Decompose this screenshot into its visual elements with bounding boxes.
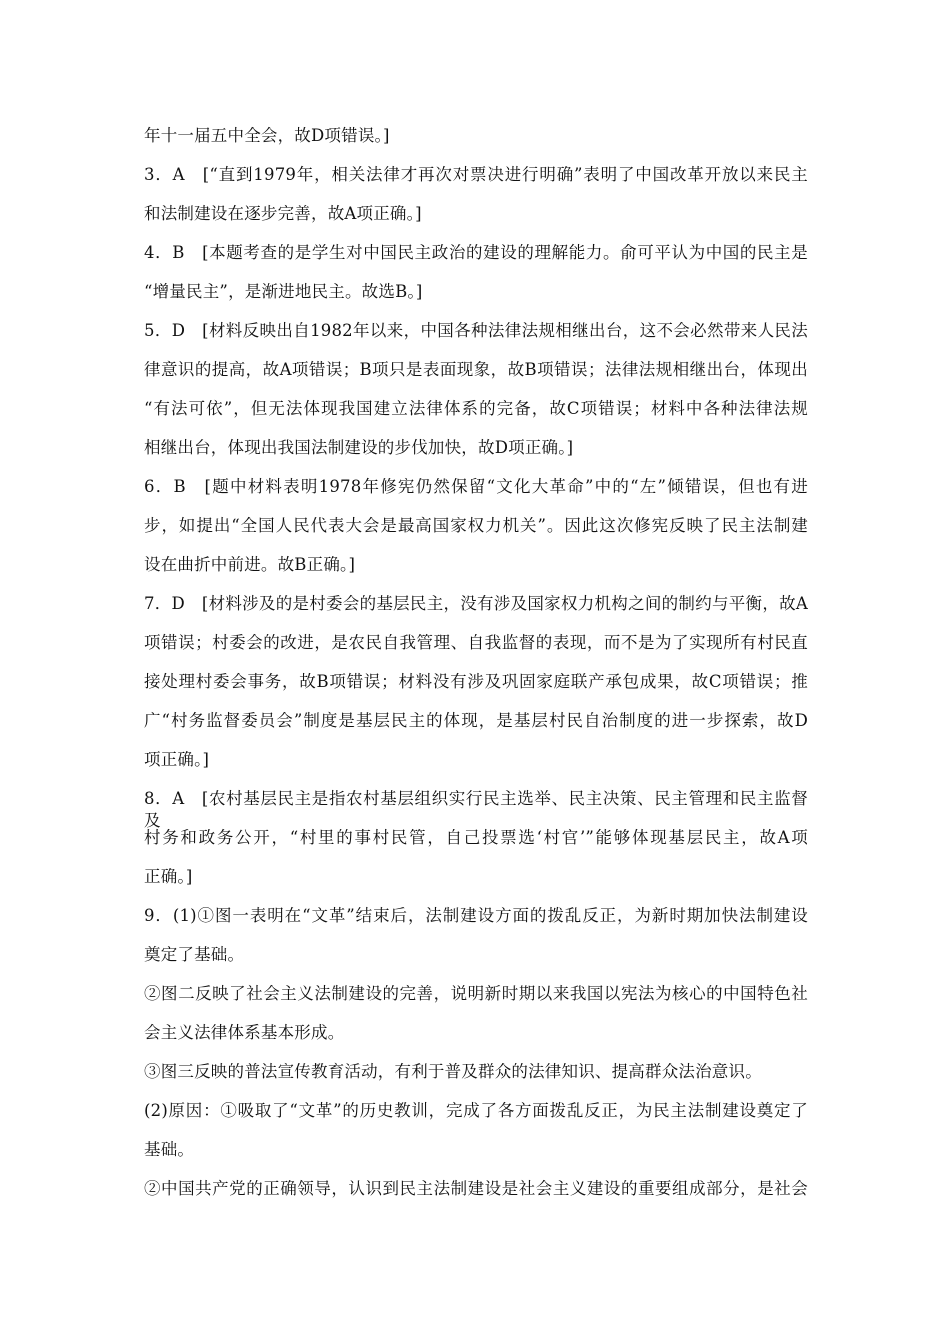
text-line: 和法制建设在逐步完善，故A项正确。]	[144, 204, 422, 223]
text-line: 项正确。]	[144, 750, 210, 769]
text-line: “有法可依”，但无法体现我国建立法律体系的完备，故C项错误；材料中各种法律法规	[144, 399, 808, 418]
text-line: ②图二反映了社会主义法制建设的完善，说明新时期以来我国以宪法为核心的中国特色社	[144, 984, 808, 1003]
text-line: 村务和政务公开，“村里的事村民管，自己投票选‘村官’”能够体现基层民主，故A项	[144, 828, 808, 847]
text-line: 年十一届五中全会，故D项错误。]	[144, 126, 390, 145]
text-line: (2)原因：①吸取了“文革”的历史教训，完成了各方面拨乱反正，为民主法制建设奠定了	[144, 1101, 808, 1120]
text-line: 6．B [题中材料表明1978年修宪仍然保留“文化大革命”中的“左”倾错误，但也有进	[144, 477, 808, 496]
text-line: 项错误；村委会的改进，是农民自我管理、自我监督的表现，而不是为了实现所有村民直	[144, 633, 808, 652]
text-line: 接处理村委会事务，故B项错误；材料没有涉及巩固家庭联产承包成果，故C项错误；推	[144, 672, 808, 691]
text-line: 广“村务监督委员会”制度是基层民主的体现，是基层村民自治制度的进一步探索，故D	[144, 711, 808, 730]
text-line: 基础。	[144, 1140, 195, 1159]
text-line: 律意识的提高，故A项错误；B项只是表面现象，故B项错误；法律法规相继出台，体现出	[144, 360, 808, 379]
text-line: 9．(1)①图一表明在“文革”结束后，法制建设方面的拨乱反正，为新时期加快法制建设	[144, 906, 808, 925]
text-line: 会主义法律体系基本形成。	[144, 1023, 345, 1042]
text-line: 相继出台，体现出我国法制建设的步伐加快，故D项正确。]	[144, 438, 574, 457]
text-line: 5．D [材料反映出自1982年以来，中国各种法律法规相继出台，这不会必然带来人民法	[144, 321, 808, 340]
text-line: 7．D [材料涉及的是村委会的基层民主，没有涉及国家权力机构之间的制约与平衡，故A	[144, 594, 808, 613]
text-line: 奠定了基础。	[144, 945, 245, 964]
text-line: 8．A [农村基层民主是指农村基层组织实行民主选举、民主决策、民主管理和民主监督及	[144, 789, 808, 830]
text-line: ②中国共产党的正确领导，认识到民主法制建设是社会主义建设的重要组成部分，是社会	[144, 1179, 808, 1198]
text-line: 步，如提出“全国人民代表大会是最高国家权力机关”。因此这次修宪反映了民主法制建	[144, 516, 808, 535]
text-line: 3．A [“直到1979年，相关法律才再次对票决进行明确”表明了中国改革开放以来民主	[144, 165, 808, 184]
text-line: 设在曲折中前进。故B正确。]	[144, 555, 356, 574]
text-line: “增量民主”，是渐进地民主。故选B。]	[144, 282, 423, 301]
text-line: 4．B [本题考查的是学生对中国民主政治的建设的理解能力。俞可平认为中国的民主是	[144, 243, 808, 262]
text-line: 正确。]	[144, 867, 193, 886]
text-line: ③图三反映的普法宣传教育活动，有利于普及群众的法律知识、提高群众法治意识。	[144, 1062, 762, 1081]
